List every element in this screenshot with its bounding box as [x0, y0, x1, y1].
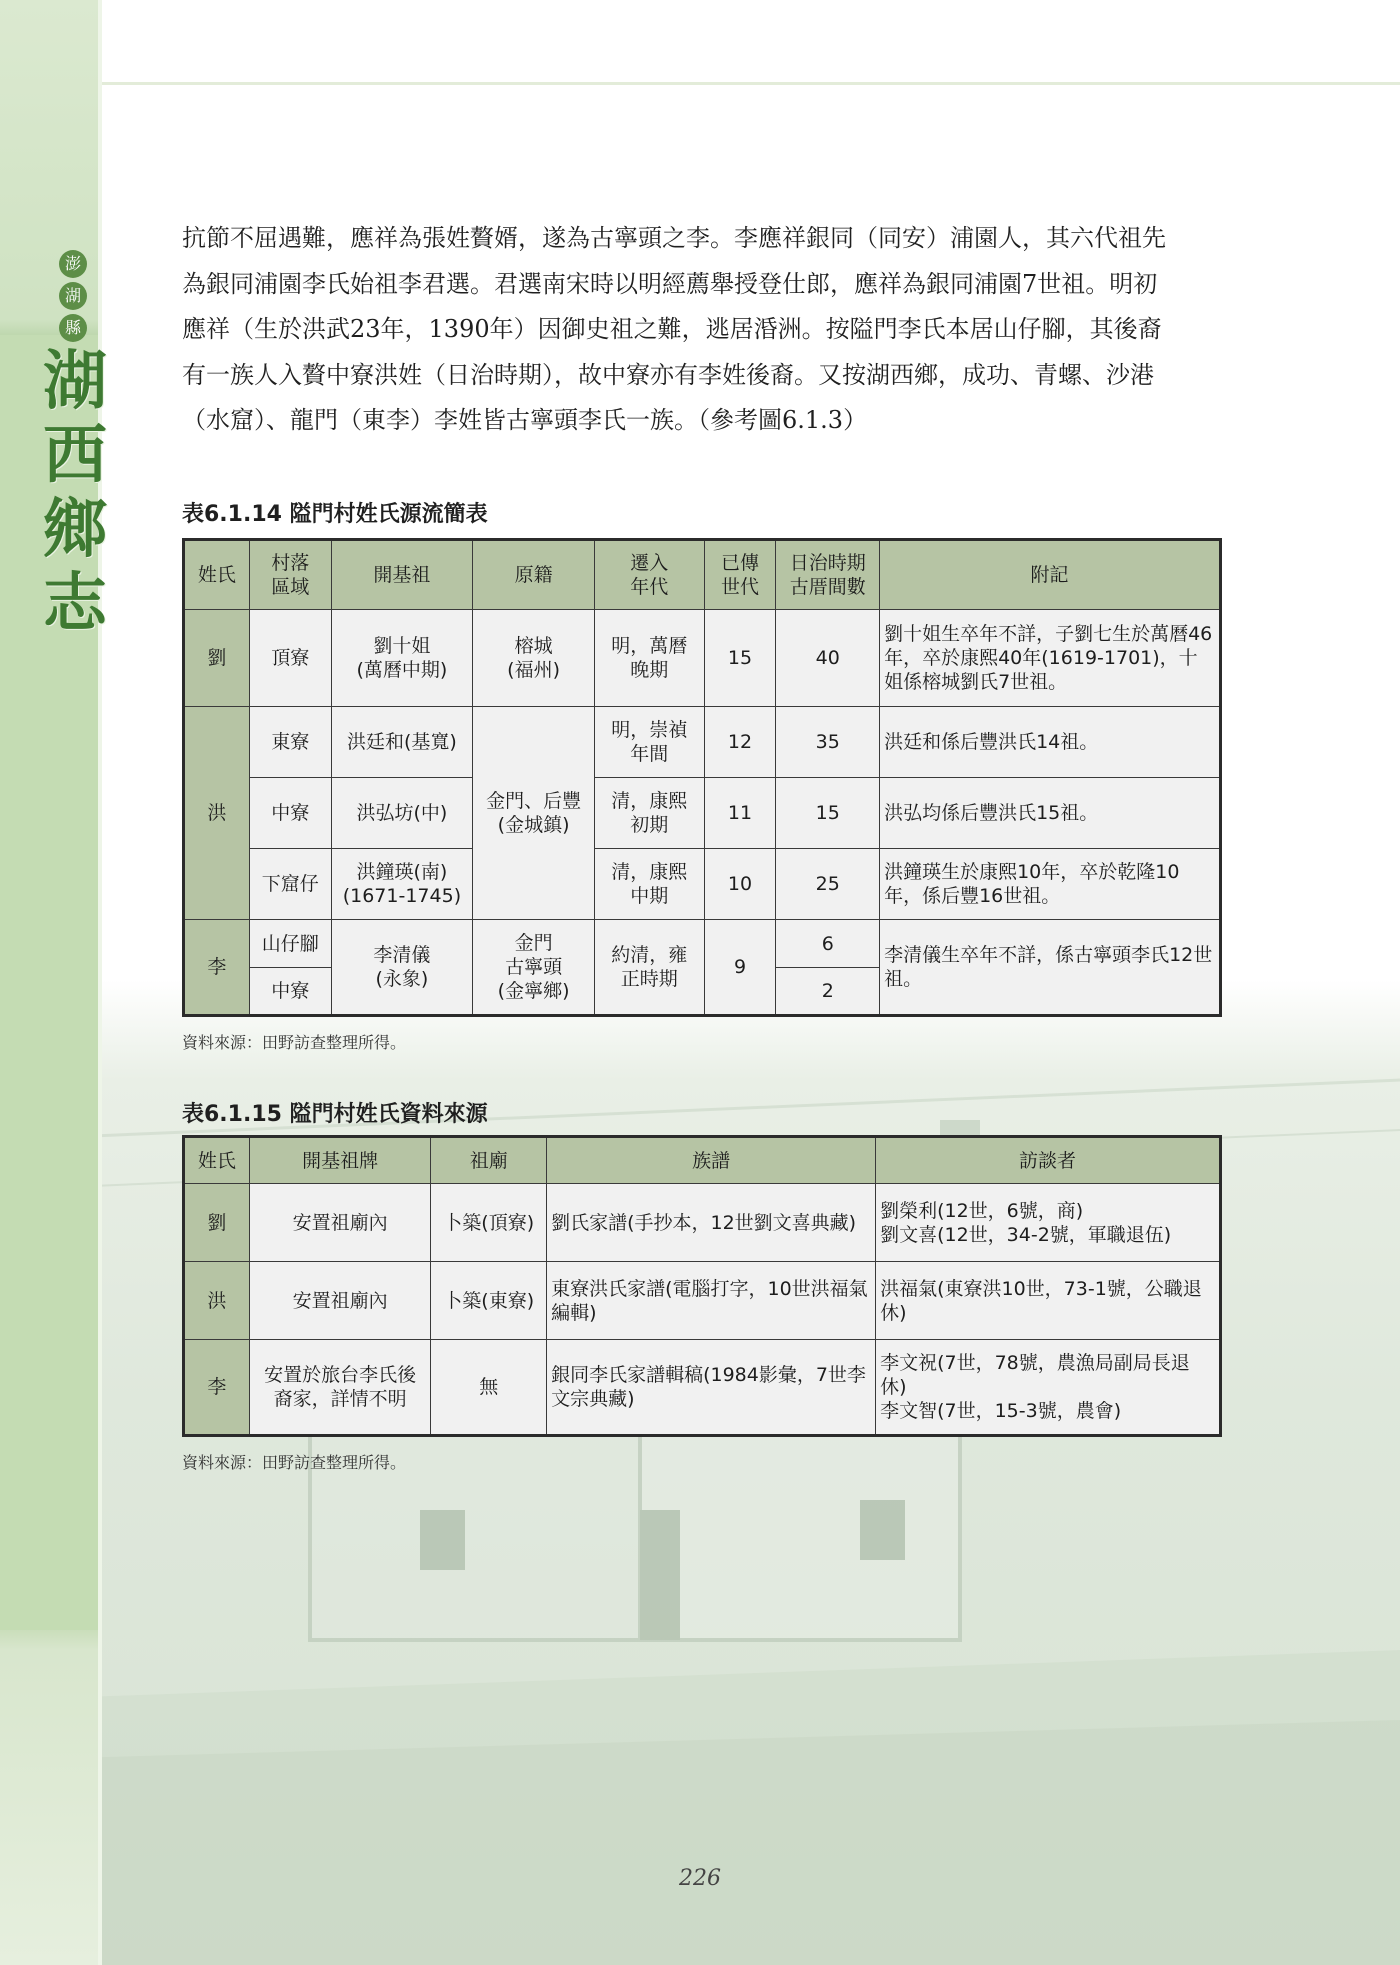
generations-cell: 12: [704, 707, 776, 778]
area-cell: 山仔腳: [249, 920, 331, 968]
temple-cell: 卜築(頂寮): [431, 1184, 547, 1262]
houses-cell: 35: [776, 707, 880, 778]
header-remark: 附記: [880, 540, 1221, 610]
badge-char: 湖: [59, 282, 87, 310]
area-cell: 東寮: [249, 707, 331, 778]
body-paragraph: [182, 216, 1222, 444]
header-founder: 開基祖: [331, 540, 473, 610]
origin-cell: 金門、后豐 (金城鎮): [473, 707, 595, 920]
interviewees-cell: 李文祝(7世，78號，農漁局副局長退休) 李文智(7世，15-3號，農會): [876, 1340, 1221, 1436]
table2-source-note: 資料來源：田野訪查整理所得。: [182, 1453, 407, 1472]
table-row: [184, 849, 1221, 920]
paragraph-line: 為銀同浦園李氏始祖李君選。君選南宋時以明經薦舉授登仕郎，應祥為銀同浦園7世祖。明初: [182, 269, 1158, 298]
table2-header-row: [184, 1137, 1221, 1184]
surname-source-table: [182, 1135, 1222, 1437]
generations-cell: 9: [704, 920, 776, 1016]
founder-cell: 李清儀 (永象): [331, 920, 473, 1016]
header-surname: 姓氏: [184, 1137, 250, 1184]
header-houses: 日治時期 古厝間數: [776, 540, 880, 610]
surname-cell: 劉: [184, 1184, 250, 1262]
origin-cell: 榕城 (福州): [473, 610, 595, 707]
area-cell: 中寮: [249, 968, 331, 1016]
origin-cell: 金門 古寧頭 (金寧鄉): [473, 920, 595, 1016]
title-char: 湖: [43, 344, 107, 419]
header-interviewees: 訪談者: [876, 1137, 1221, 1184]
founder-cell: 洪廷和(基寬): [331, 707, 473, 778]
table1-title: 表6.1.14 隘門村姓氏源流簡表: [182, 502, 488, 527]
tablet-cell: 安置於旅台李氏後 裔家，詳情不明: [249, 1340, 431, 1436]
header-genealogy: 族譜: [547, 1137, 876, 1184]
header-area: 村落 區域: [249, 540, 331, 610]
era-cell: 清，康熙 中期: [594, 849, 704, 920]
book-title-vertical: [40, 345, 110, 641]
founder-cell: 劉十姐 (萬曆中期): [331, 610, 473, 707]
genealogy-cell: 劉氏家譜(手抄本，12世劉文喜典藏): [547, 1184, 876, 1262]
surname-cell: 李: [184, 1340, 250, 1436]
paragraph-line: 抗節不屈遇難，應祥為張姓贅婿，遂為古寧頭之李。李應祥銀同（同安）浦園人，其六代祖先: [182, 224, 1166, 252]
header-generations: 已傳 世代: [704, 540, 776, 610]
area-cell: 中寮: [249, 778, 331, 849]
badge-char: 澎: [59, 250, 87, 278]
remark-cell: 洪鐘瑛生於康熙10年，卒於乾隆10年，係后豐16世祖。: [880, 849, 1221, 920]
header-temple: 祖廟: [431, 1137, 547, 1184]
area-cell: 頂寮: [249, 610, 331, 707]
header-tablet: 開基祖牌: [249, 1137, 431, 1184]
table-row: [184, 920, 1221, 968]
era-cell: 明，崇禎 年間: [594, 707, 704, 778]
table-row: [184, 1262, 1221, 1340]
header-era: 遷入 年代: [594, 540, 704, 610]
paragraph-line: 應祥（生於洪武23年，1390年）因御史祖之難，逃居涽洲。按隘門李氏本居山仔腳，其後裔: [182, 315, 1162, 343]
table-row: [184, 1340, 1221, 1436]
houses-cell: 2: [776, 968, 880, 1016]
era-cell: 明，萬曆 晚期: [594, 610, 704, 707]
houses-cell: 40: [776, 610, 880, 707]
temple-cell: 卜築(東寮): [431, 1262, 547, 1340]
paragraph-line: （水窟）、龍門（東李）李姓皆古寧頭李氏一族。（參考圖6.1.3）: [182, 406, 868, 434]
page-number: 226: [679, 1866, 721, 1891]
houses-cell: 15: [776, 778, 880, 849]
header-surname: 姓氏: [184, 540, 250, 610]
genealogy-cell: 銀同李氏家譜輯稿(1984影彙，7世李文宗典藏): [547, 1340, 876, 1436]
title-char: 西: [43, 418, 107, 493]
era-cell: 約清，雍 正時期: [594, 920, 704, 1016]
badge-char: 縣: [59, 314, 87, 342]
remark-cell: 洪廷和係后豐洪氏14祖。: [880, 707, 1221, 778]
remark-cell: 洪弘均係后豐洪氏15祖。: [880, 778, 1221, 849]
table2-title: 表6.1.15 隘門村姓氏資料來源: [182, 1102, 488, 1127]
temple-cell: 無: [431, 1340, 547, 1436]
county-badge: [58, 250, 88, 342]
interviewees-cell: 劉榮利(12世，6號，商) 劉文喜(12世，34-2號，軍職退伍): [876, 1184, 1221, 1262]
area-cell: 下窟仔: [249, 849, 331, 920]
generations-cell: 11: [704, 778, 776, 849]
remark-cell: 李清儀生卒年不詳，係古寧頭李氏12世祖。: [880, 920, 1221, 1016]
founder-cell: 洪鐘瑛(南) (1671-1745): [331, 849, 473, 920]
tablet-cell: 安置祖廟內: [249, 1184, 431, 1262]
houses-cell: 6: [776, 920, 880, 968]
table1-header-row: [184, 540, 1221, 610]
header-origin: 原籍: [473, 540, 595, 610]
generations-cell: 10: [704, 849, 776, 920]
founder-cell: 洪弘坊(中): [331, 778, 473, 849]
interviewees-cell: 洪福氣(東寮洪10世，73-1號，公職退休): [876, 1262, 1221, 1340]
table-row: [184, 610, 1221, 707]
houses-cell: 25: [776, 849, 880, 920]
surname-cell: 洪: [184, 1262, 250, 1340]
surname-cell: 李: [184, 920, 250, 1016]
surname-cell: 劉: [184, 610, 250, 707]
surname-cell: 洪: [184, 707, 250, 920]
title-char: 志: [43, 566, 107, 641]
table1-source-note: 資料來源：田野訪查整理所得。: [182, 1033, 407, 1052]
surname-origin-table: [182, 538, 1222, 1017]
table-row: [184, 778, 1221, 849]
table-row: [184, 707, 1221, 778]
remark-cell: 劉十姐生卒年不詳，子劉七生於萬曆46年，卒於康熙40年(1619-1701)，十姐係榕城劉氏7世祖。: [880, 610, 1221, 707]
top-header-bar: [98, 0, 1400, 85]
tablet-cell: 安置祖廟內: [249, 1262, 431, 1340]
genealogy-cell: 東寮洪氏家譜(電腦打字，10世洪福氣編輯): [547, 1262, 876, 1340]
era-cell: 清，康熙 初期: [594, 778, 704, 849]
generations-cell: 15: [704, 610, 776, 707]
table-row: [184, 1184, 1221, 1262]
paragraph-line: 有一族人入贅中寮洪姓（日治時期），故中寮亦有李姓後裔。又按湖西鄉，成功、青螺、沙港: [182, 360, 1154, 389]
title-char: 鄉: [43, 492, 107, 567]
